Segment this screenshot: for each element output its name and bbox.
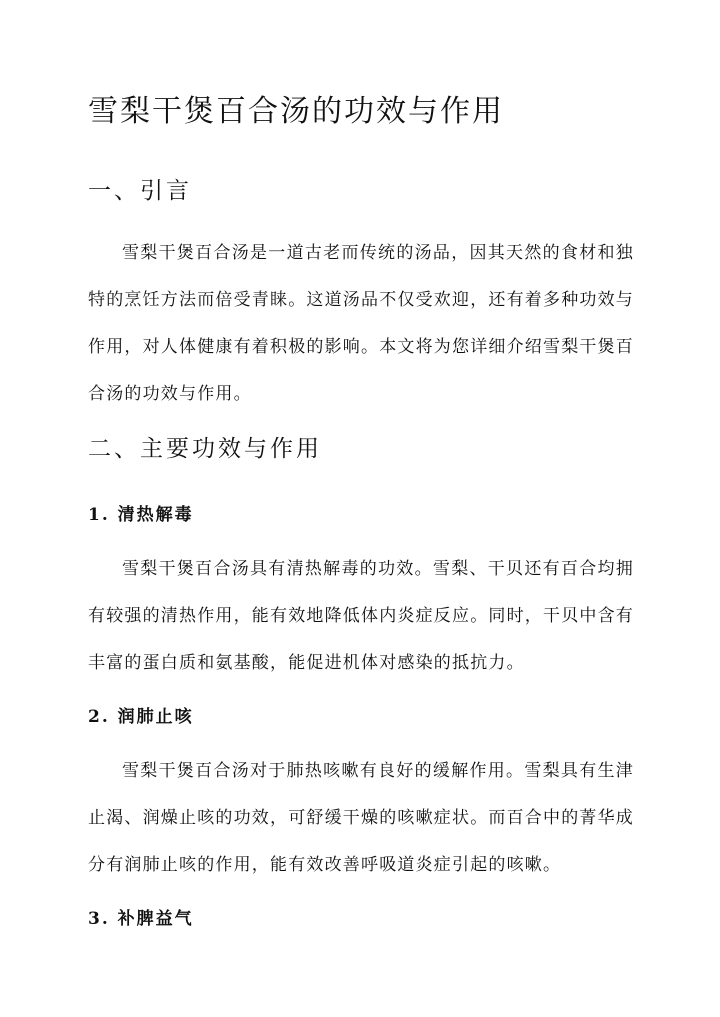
subsection-heading-tonify-spleen: 3. 补脾益气 — [88, 909, 194, 929]
introduction-paragraph: 雪梨干煲百合汤是一道古老而传统的汤品，因其天然的食材和独特的烹饪方法而倍受青睐。这道汤品不仅受欢迎，还有着多种功效与作用，对人体健康有着积极的影响。本文将为您详细介绍雪梨干煲百合汤的功效与作用。 — [88, 243, 634, 404]
clear-heat-paragraph: 雪梨干煲百合汤具有清热解毒的功效。雪梨、干贝还有百合均拥有较强的清热作用，能有效地降低体内炎症反应。同时，干贝中含有丰富的蛋白质和氨基酸，能促进机体对感染的抵抗力。 — [88, 559, 634, 673]
section-heading-introduction: 一、引言 — [88, 178, 192, 204]
subsection-heading-clear-heat: 1. 清热解毒 — [88, 505, 194, 525]
moisten-lungs-paragraph: 雪梨干煲百合汤对于肺热咳嗽有良好的缓解作用。雪梨具有生津止渴、润燥止咳的功效，可舒缓干燥的咳嗽症状。而百合中的菁华成分有润肺止咳的作用，能有效改善呼吸道炎症引起的咳嗽。 — [88, 761, 634, 875]
document-title: 雪梨干煲百合汤的功效与作用 — [88, 94, 504, 129]
section-heading-main-effects: 二、主要功效与作用 — [88, 436, 322, 462]
subsection-heading-moisten-lungs: 2. 润肺止咳 — [88, 707, 194, 727]
